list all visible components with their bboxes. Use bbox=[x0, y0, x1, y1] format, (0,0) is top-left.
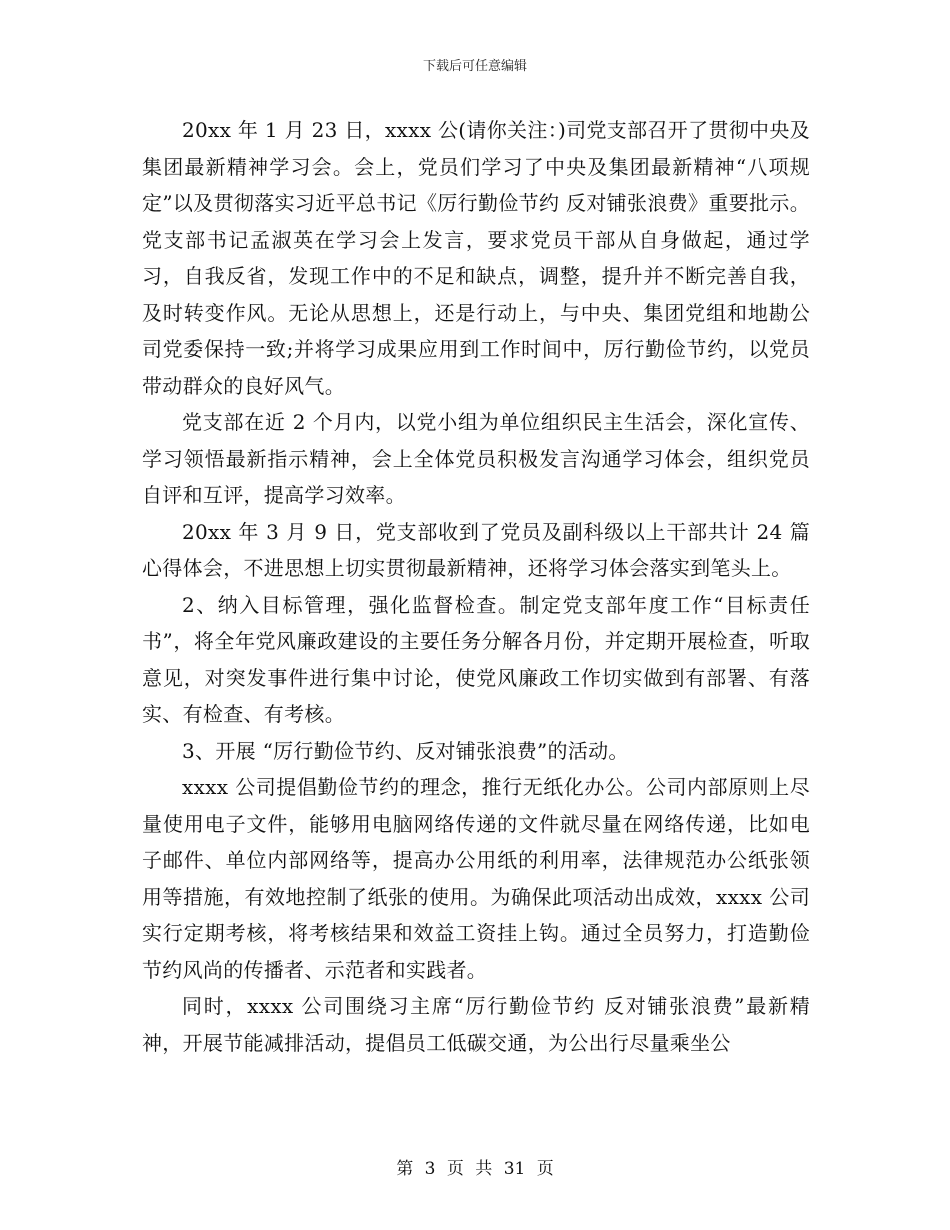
paragraph: 同时，xxxx 公司围绕习主席“厉行勤俭节约 反对铺张浪费”最新精神，开展节能减排活动，提倡员工低碳交通，为公出行尽量乘坐公 bbox=[142, 994, 810, 1055]
page-header: 下载后可任意编辑 bbox=[422, 59, 527, 74]
paragraph: 20xx 年 1 月 23 日，xxxx 公(请你关注：)司党支部召开了贯彻中央及集团最新精神学习会。会上，党员们学习了中央及集团最新精神“八项规定”以及贯彻落实习近平总书记《厉行勤俭节约 反对铺张浪费》重要批示。党支部书记孟淑英在学习会上发言，要求党员干部从自身做起，通过学习，自我反省，发现工作中的不足和缺点，调整，提升并不断完善自我，及时转变作风。无论从思想上，还是行动上，与中央、集团党组和地勘公司党委保持一致;并将学习成果应用到工作时间中，厉行勤俭节约，以党员带动群众的良好风气。 bbox=[142, 118, 810, 398]
document-body bbox=[142, 112, 810, 1061]
paragraph: 2、纳入目标管理，强化监督检查。制定党支部年度工作“目标责任书”，将全年党风廉政建设的主要任务分解各月份，并定期开展检查，听取意见，对突发事件进行集中讨论，使党风廉政工作切实做到有部署、有落实、有检查、有考核。 bbox=[142, 592, 810, 726]
paragraph: xxxx 公司提倡勤俭节约的理念，推行无纸化办公。公司内部原则上尽量使用电子文件，能够用电脑网络传递的文件就尽量在网络传递，比如电子邮件、单位内部网络等，提高办公用纸的利用率，法律规范办公纸张领用等措施，有效地控制了纸张的使用。为确保此项活动出成效，xxxx 公司实行定期考核，将考核结果和效益工资挂上钩。通过全员努力，打造勤俭节约风尚的传播者、示范者和实践者。 bbox=[142, 775, 810, 982]
paragraph: 20xx 年 3 月 9 日，党支部收到了党员及副科级以上干部共计 24 篇心得体会，不进思想上切实贯彻最新精神，还将学习体会落实到笔头上。 bbox=[142, 519, 810, 580]
paragraph: 党支部在近 2 个月内，以党小组为单位组织民主生活会，深化宣传、学习领悟最新指示精神，会上全体党员积极发言沟通学习体会，组织党员自评和互评，提高学习效率。 bbox=[142, 410, 810, 507]
page-footer: 第 3 页 共 31 页 bbox=[396, 1159, 554, 1179]
paragraph: 3、开展 “厉行勤俭节约、反对铺张浪费”的活动。 bbox=[182, 738, 629, 763]
